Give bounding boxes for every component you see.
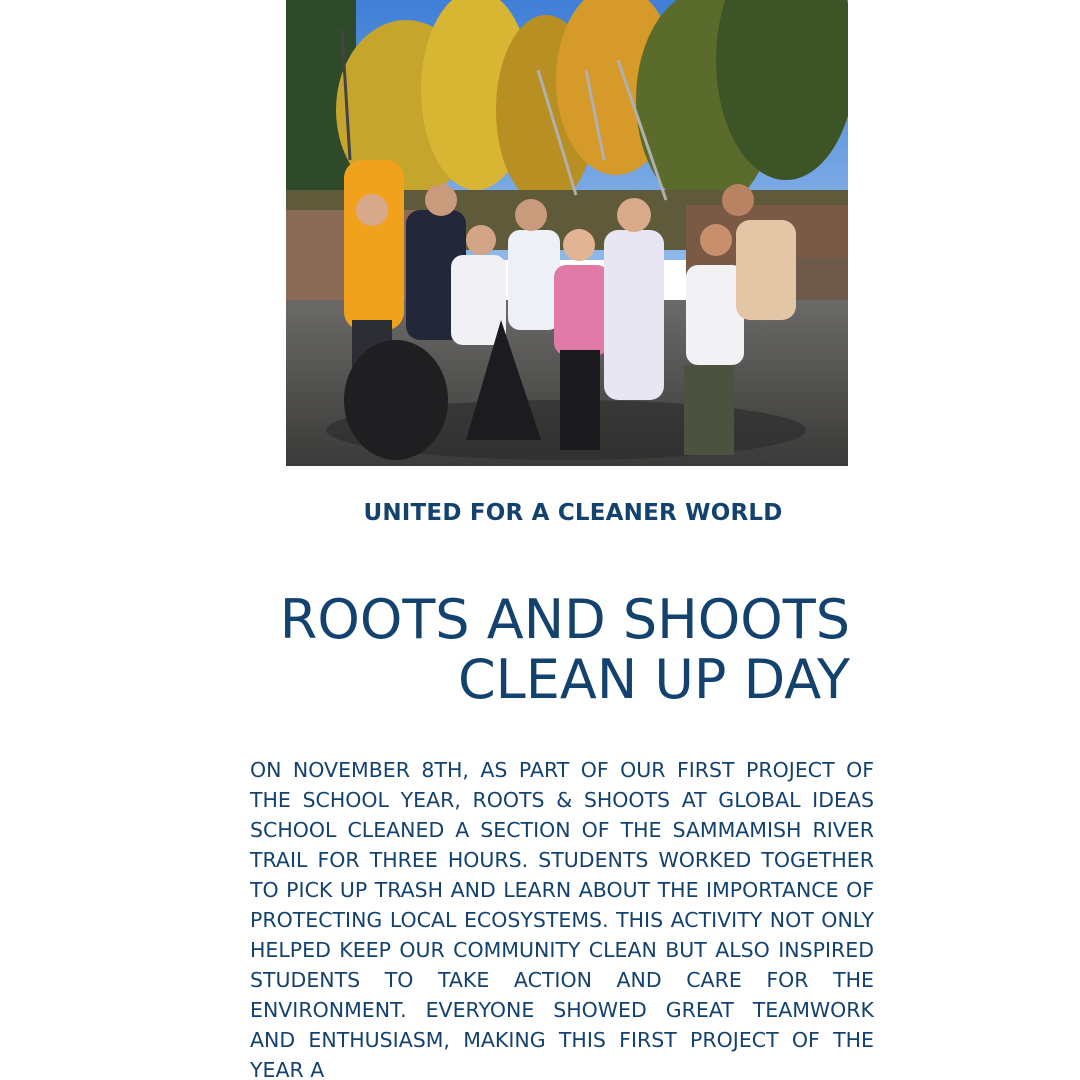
title-line-2: CLEAN UP DAY: [457, 648, 850, 711]
title-line-1: ROOTS AND SHOOTS: [279, 588, 850, 651]
kicker-heading: UNITED FOR A CLEANER WORLD: [363, 500, 783, 526]
group-photo: [286, 0, 848, 466]
article-body: ON NOVEMBER 8TH, AS PART OF OUR FIRST PROJECT OF THE SCHOOL YEAR, ROOTS & SHOOTS AT GLOBAL IDEAS SCHOOL CLEANED A SECTION OF THE SAMMAMISH RIVER TRAIL FOR THREE HOURS. STUDENTS WORKED TOGETHER TO PICK UP TRASH AND LEARN ABOUT THE IMPORTANCE OF PROTECTING LOCAL ECOSYSTEMS. THIS ACTIVITY NOT ONLY HELPED KEEP OUR COMMUNITY CLEAN BUT ALSO INSPIRED STUDENTS TO TAKE ACTION AND CARE FOR THE ENVIRONMENT. EVERYONE SHOWED GREAT TEAMWORK AND ENTHUSIASM, MAKING THIS FIRST PROJECT OF THE YEAR A: [250, 758, 874, 1080]
group-photo-icon: [286, 0, 848, 466]
page-title: [210, 590, 850, 710]
